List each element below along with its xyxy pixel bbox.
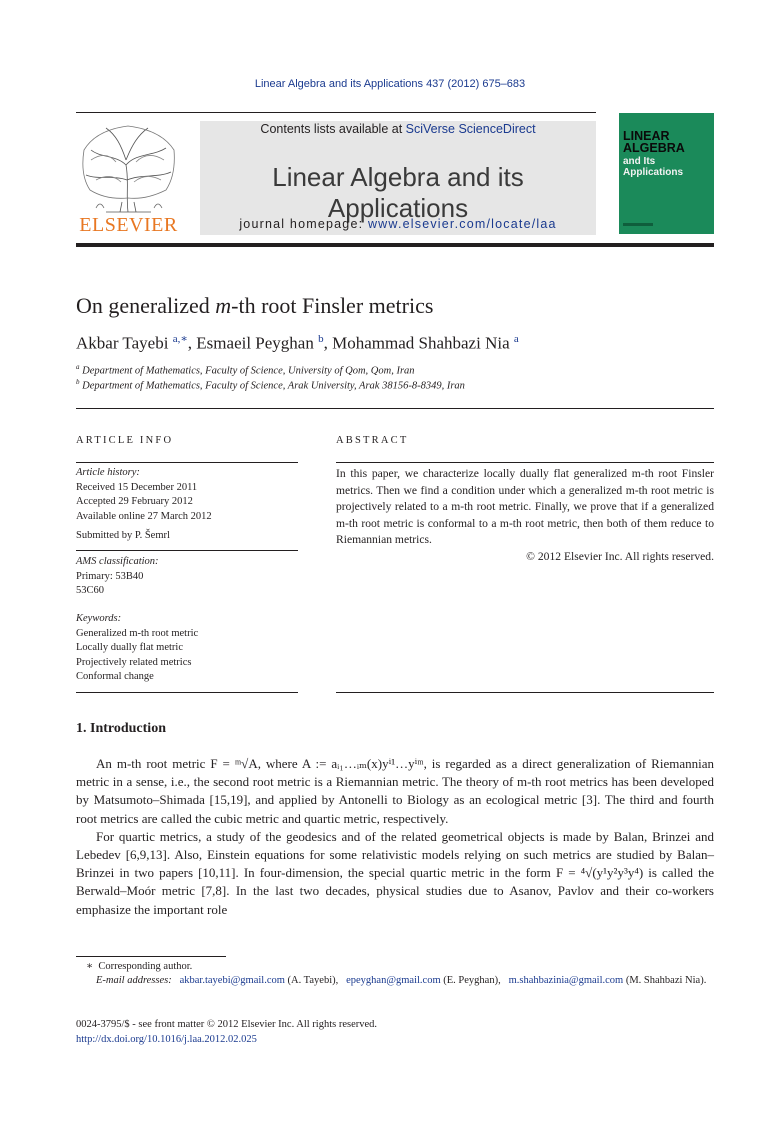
paragraph: For quartic metrics, a study of the geodesics and of the related geometrical objects is made by Balan, Brinzei and Lebedev [6,9,13]. Also, Einstein equations for some relativistic models relying on such metrics are studied by Balan–Brinzei in two papers [10,11]. In four-dimension, the special quartic metric in the form F = ⁴√(y¹y²y³y⁴) is called the Berwald–Moór metric [7,8]. In the last two decades, physical studies due to Asanov, Pavlov and their co-workers emphasize the important role (76, 828, 714, 917)
abstract-body (336, 466, 714, 565)
title-prefix: On generalized (76, 293, 216, 318)
header-bottom-rule (76, 243, 714, 247)
online-date: Available online 27 March 2012 (76, 510, 212, 522)
article-history (76, 466, 298, 544)
email-label: E-mail addresses: (96, 975, 172, 986)
footnote-rule (76, 956, 226, 957)
homepage-prefix: journal homepage: (239, 217, 368, 231)
submitted-by: Submitted by P. Šemrl (76, 530, 170, 541)
contents-prefix: Contents lists available at (260, 122, 406, 136)
corresponding-note (76, 960, 714, 974)
asterisk-mark: ∗ (86, 961, 94, 972)
issn-line: 0024-3795/$ - see front matter © 2012 Elsevier Inc. All rights reserved. (76, 1019, 378, 1030)
article-title (76, 293, 433, 319)
affiliation (76, 378, 465, 392)
received-date: Received 15 December 2011 (76, 481, 198, 493)
cover-decoration (623, 223, 653, 226)
ams-classification (76, 555, 298, 599)
article-info-heading: ARTICLE INFO (76, 435, 174, 446)
doi-link[interactable]: http://dx.doi.org/10.1016/j.laa.2012.02.025 (76, 1034, 257, 1045)
title-italic: m (215, 293, 232, 318)
keyword: Conformal change (76, 671, 154, 682)
history-label: Article history: (76, 467, 140, 478)
email-link[interactable]: m.shahbazinia@gmail.com (508, 975, 624, 986)
abstract-heading: ABSTRACT (336, 435, 409, 446)
email-link[interactable]: epeyghan@gmail.com (346, 975, 441, 986)
email-owner: (A. Tayebi), (287, 975, 339, 986)
section-heading: 1. Introduction (76, 721, 166, 736)
keywords-label: Keywords: (76, 613, 122, 624)
sciencedirect-link[interactable]: SciVerse ScienceDirect (405, 122, 536, 136)
affiliation (76, 363, 415, 377)
affiliation-text: Department of Mathematics, Faculty of Science, Arak University, Arak 38156-8-8349, Iran (82, 380, 465, 392)
divider (76, 408, 714, 409)
paragraph: An m-th root metric F = ᵐ√A, where A := aᵢ₁…ᵢₘ(x)yⁱ¹…yⁱᵐ, is regarded as a direct generalization of Riemannian metric in a sense, i.e., the second root metric is a Riemannian metric. The theory of m-th root metrics has been developed by Matsumoto–Shimada [15,19], and applied by Antonelli to Biology as an ecological metric [3]. The third and fourth root metrics are called the cubic metric and quartic metric, respectively. (76, 756, 714, 826)
cover-title (623, 130, 713, 154)
cover-sub-line: and Its (623, 156, 656, 167)
accepted-date: Accepted 29 February 2012 (76, 496, 193, 507)
author-marks[interactable]: a (513, 333, 519, 345)
abstract-text: In this paper, we characterize locally dually flat generalized m-th root Finsler metrics. Then we find a condition under which a generalized m-th root metric is projectively related to a m-th root metric. Finally, we prove that if a generalized m-th root metric is conformal to a m-th root metric, then both of them reduce to Riemannian metrics. (336, 467, 714, 546)
affiliation-mark: b (76, 378, 80, 386)
author-list: Akbar Tayebi $^{a,∗}$, Esmaeil Peyghan $^b$, Mohammad Shahbazi Nia $^a$ (76, 333, 519, 353)
email-note (76, 974, 714, 988)
divider (336, 692, 714, 693)
email-owner: (M. Shahbazi Nia). (625, 975, 707, 986)
header-top-rule (76, 112, 596, 113)
journal-reference[interactable]: Linear Algebra and its Applications 437 (2012) 675–683 (254, 78, 526, 90)
email-link[interactable]: akbar.tayebi@gmail.com (179, 975, 285, 986)
intro-body (76, 755, 714, 919)
cover-title-line: LINEAR (623, 129, 670, 143)
author-marks[interactable]: a,∗ (172, 333, 188, 345)
keyword: Locally dually flat metric (76, 642, 183, 653)
keyword: Projectively related metrics (76, 656, 192, 668)
corresponding-text: Corresponding author. (98, 961, 193, 972)
author-marks[interactable]: b (318, 333, 324, 345)
article-footer (76, 1017, 377, 1047)
journal-homepage-line (200, 217, 596, 231)
keywords (76, 612, 298, 685)
author-name[interactable]: Mohammad Shahbazi Nia (332, 333, 510, 353)
journal-title: Linear Algebra and its Applications (272, 162, 524, 223)
author-name[interactable]: Akbar Tayebi (76, 333, 169, 353)
title-suffix: -th root Finsler metrics (231, 293, 434, 318)
keyword: Generalized m-th root metric (76, 627, 199, 639)
divider (76, 692, 298, 693)
affiliation-text: Department of Mathematics, Faculty of Science, University of Qom, Qom, Iran (82, 365, 415, 377)
divider (336, 462, 714, 463)
divider (76, 462, 298, 463)
copyright: © 2012 Elsevier Inc. All rights reserved. (526, 549, 714, 563)
contents-available-line (200, 121, 596, 136)
cover-subtitle (623, 156, 713, 178)
elsevier-wordmark: ELSEVIER (79, 214, 178, 236)
ams-label: AMS classification: (76, 556, 159, 567)
affiliation-mark: a (76, 363, 80, 371)
divider (76, 550, 298, 551)
author-name[interactable]: Esmaeil Peyghan (196, 333, 314, 353)
ams-primary: Primary: 53B40 (76, 570, 144, 582)
homepage-link[interactable]: www.elsevier.com/locate/laa (367, 217, 557, 231)
footnotes (76, 960, 714, 988)
cover-sub-line: Applications (623, 167, 684, 178)
cover-title-line: ALGEBRA (623, 141, 685, 155)
ams-secondary: 53C60 (76, 585, 105, 596)
email-owner: (E. Peyghan), (443, 975, 501, 986)
